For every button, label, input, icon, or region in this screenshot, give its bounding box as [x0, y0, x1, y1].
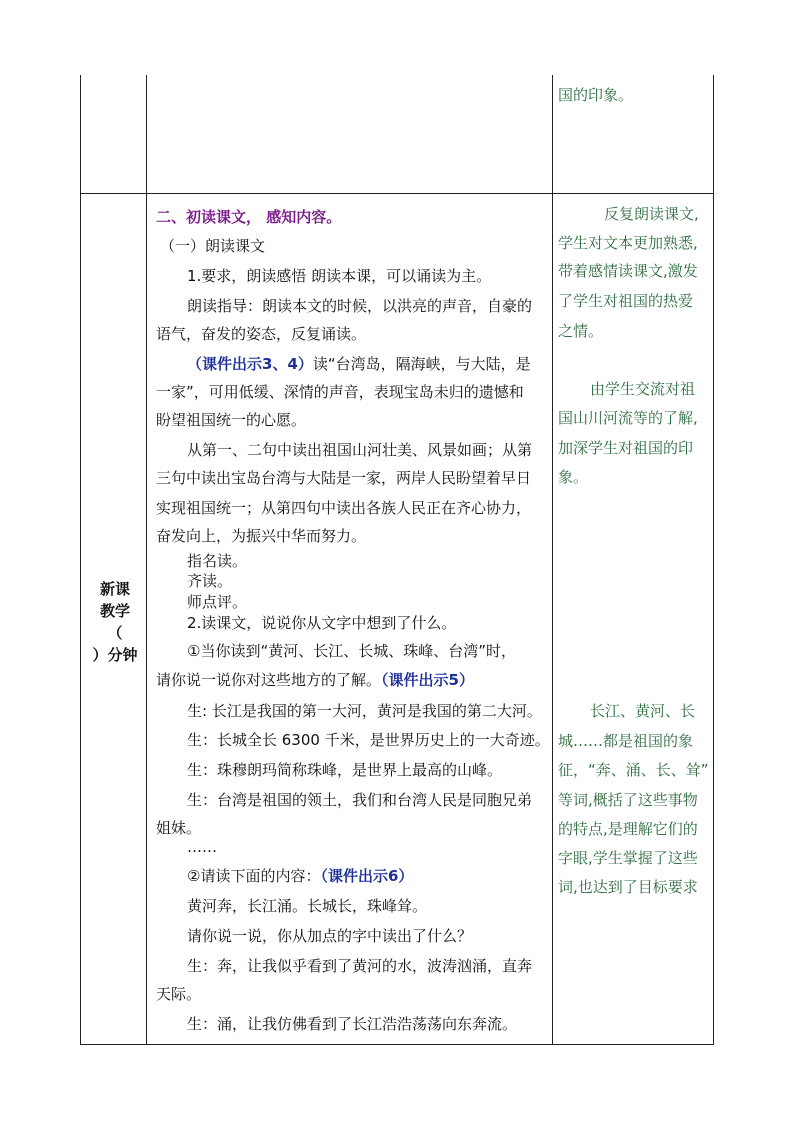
paragraph-line: 1.要求，朗读感悟 朗读本课，可以诵读为主。: [187, 267, 492, 285]
paragraph-line: 实现祖国统一；从第四句中读出各族人民正在齐心协力，: [156, 499, 532, 517]
note-line: 反复朗读课文,: [604, 205, 699, 223]
paragraph-line: [187, 353, 531, 374]
student-answer: 姐妹。: [156, 819, 202, 837]
table-border-right: [713, 75, 714, 1045]
note-line: 征，“奔、涌、长、耸”: [558, 761, 709, 779]
note-line: 国山川河流等的了解,: [558, 409, 698, 427]
student-answer: 生：长城全长 6300 千米，是世界历史上的一大奇迹。: [187, 731, 550, 749]
paragraph-text: 读“台湾岛，隔海峡，与大陆，是: [312, 355, 531, 373]
paragraph-line: [156, 669, 474, 690]
student-answer: 天际。: [156, 985, 202, 1003]
note-line: 字眼,学生掌握了这些: [558, 849, 698, 867]
table-border-bottom: [80, 1044, 713, 1045]
paragraph-line: 齐读。: [187, 572, 233, 590]
table-divider-2: [552, 75, 553, 1045]
courseware-ref: （课件出示3、4）: [187, 355, 313, 373]
note-line: 城……都是祖国的象: [558, 732, 694, 750]
paragraph-line: 一家”，可用低缓、深情的声音，表现宝岛未归的遗憾和: [156, 383, 524, 401]
section-label-line: ）分钟: [92, 646, 138, 664]
section-label-line: 教学: [99, 602, 130, 620]
note-line: 由学生交流对祖: [590, 380, 696, 398]
note-line: 加深学生对祖国的印: [558, 439, 694, 457]
paragraph-line: 朗读指导：朗读本文的时候，以洪亮的声音，自豪的: [187, 297, 533, 315]
student-answer: 生：台湾是祖国的领土，我们和台湾人民是同胞兄弟: [187, 791, 533, 809]
courseware-ref: （课件出示6）: [320, 867, 414, 885]
courseware-ref: （课件出示5）: [381, 671, 474, 689]
paragraph-line: 语气，奋发的姿态，反复诵读。: [156, 325, 367, 343]
table-divider-1: [146, 75, 147, 1045]
paragraph-line: 请你说一说，你从加点的字中读出了什么？: [187, 927, 473, 945]
note-line: 学生对文本更加熟悉,: [558, 234, 698, 252]
table-border-left: [80, 75, 81, 1045]
paragraph-line: 盼望祖国统一的心愿。: [156, 411, 307, 429]
note-line: 象。: [558, 468, 589, 486]
paragraph-line: [187, 865, 413, 886]
paragraph-line: 从第一、二句中读出祖国山河壮美、风景如画；从第: [187, 441, 533, 459]
paragraph-line: ①当你读到“黄河、长江、长城、珠峰、台湾”时，: [187, 642, 516, 660]
student-answer: 生：涌，让我仿佛看到了长江浩浩荡荡向东奔流。: [187, 1015, 518, 1033]
paragraph-text: ②请读下面的内容：: [187, 867, 321, 885]
paragraph-line: 2.读课文，说说你从文字中想到了什么。: [187, 614, 457, 632]
note-line: 等词,概括了这些事物: [558, 791, 698, 809]
section-label-line: 新课: [99, 580, 130, 598]
note-line: 之情。: [558, 322, 604, 340]
note-line: 的特点,是理解它们的: [558, 820, 698, 838]
top-note-text: 国的印象。: [558, 86, 634, 104]
subsection-title: （一）朗读课文: [160, 237, 266, 255]
student-answer: 生：珠穆朗玛简称珠峰，是世界上最高的山峰。: [187, 761, 503, 779]
section-label-line: （: [107, 624, 123, 642]
row-divider: [80, 193, 713, 194]
paragraph-text: 请你说一说你对这些地方的了解。: [156, 671, 382, 689]
paragraph-line: 指名读。: [187, 552, 248, 570]
note-line: 带着感情读课文,激发: [558, 262, 698, 280]
note-line: 了学生对祖国的热爱: [558, 292, 694, 310]
ellipsis: ……: [187, 838, 217, 856]
paragraph-line: 黄河奔，长江涌。长城长，珠峰耸。: [187, 897, 428, 915]
student-answer: 生：奔，让我似乎看到了黄河的水，波涛汹涌，直奔: [187, 957, 533, 975]
section-label: [86, 578, 144, 666]
paragraph-line: 三句中读出宝岛台湾与大陆是一家，两岸人民盼望着早日: [156, 469, 532, 487]
section-heading: 二、初读课文， 感知内容。: [156, 208, 342, 226]
paragraph-line: 奋发向上，为振兴中华而努力。: [156, 527, 367, 545]
note-line: 长江、黄河、长: [590, 702, 696, 720]
note-line: 词,也达到了目标要求: [558, 878, 698, 896]
student-answer: 生: 长江是我国的第一大河，黄河是我国的第二大河。: [187, 702, 542, 720]
paragraph-line: 师点评。: [187, 593, 248, 611]
